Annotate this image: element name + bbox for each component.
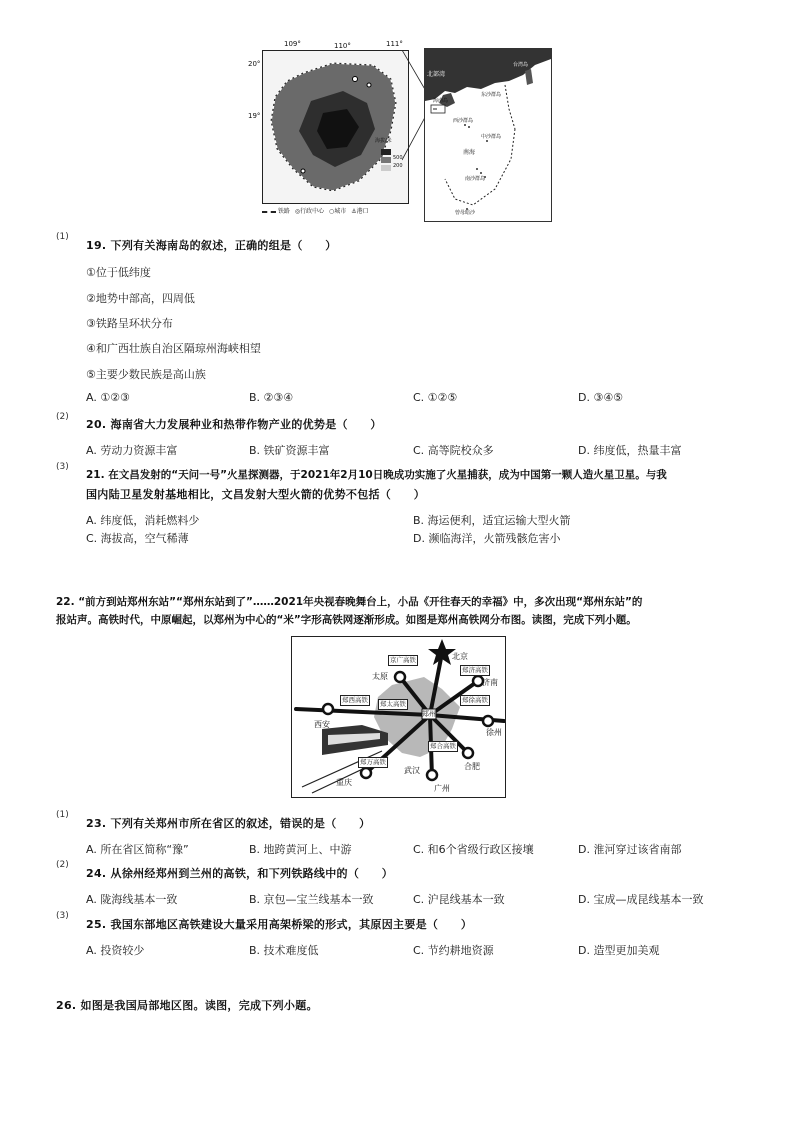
legend-city: 城市 bbox=[334, 208, 347, 215]
tag-zhengwan: 郑万高铁 bbox=[360, 758, 386, 766]
lon-label-109: 109° bbox=[284, 40, 301, 48]
lon-label-111: 111° bbox=[386, 40, 403, 48]
railway-icon bbox=[262, 211, 276, 213]
legend-title: 海拔/米 bbox=[375, 138, 392, 144]
hainan-legend-row bbox=[262, 206, 412, 215]
q25-option-d[interactable]: D. 造型更加美观 bbox=[578, 944, 660, 957]
admin-center-icon: ◎ bbox=[294, 208, 301, 215]
q20-option-d[interactable]: D. 纬度低，热量丰富 bbox=[578, 444, 682, 457]
city-icon: ○ bbox=[329, 208, 335, 215]
q23-option-a[interactable]: A. 所在省区简称“豫” bbox=[86, 843, 189, 856]
legend-port: 港口 bbox=[356, 208, 369, 215]
q24-option-b[interactable]: B. 京包—宝兰线基本一致 bbox=[249, 893, 374, 906]
city-jinan: 济南 bbox=[482, 678, 498, 687]
q21-text-line2: 国内陆卫星发射基地相比，文昌发射大型火箭的优势不包括（ ） bbox=[86, 488, 425, 501]
inset-label-zhongsha: 中沙群岛 bbox=[481, 134, 502, 140]
q19-statement-3: ③铁路呈环状分布 bbox=[86, 317, 173, 330]
inset-label-zengmu: 曾母暗沙 bbox=[455, 210, 476, 216]
q20-option-a[interactable]: A. 劳动力资源丰富 bbox=[86, 444, 178, 457]
city-xuzhou: 徐州 bbox=[486, 728, 502, 737]
q23-subnum: (1) bbox=[56, 810, 69, 820]
inset-label-beibu-gulf: 北部湾 bbox=[427, 71, 446, 78]
q24-option-c[interactable]: C. 沪昆线基本一致 bbox=[413, 893, 505, 906]
q20-subnum: (2) bbox=[56, 412, 69, 422]
zhengzhou-hsr-map bbox=[291, 636, 506, 798]
legend-value-500: 500 bbox=[393, 155, 403, 161]
q19-statement-2: ②地势中部高，四周低 bbox=[86, 292, 195, 305]
lat-label-19: 19° bbox=[248, 112, 261, 120]
q21-text-line1: 21. 在文昌发射的“天问一号”火星探测器，于2021年2月10日晚成功实施了火星捕获，成为中国第一颗人造火星卫星。与我 bbox=[86, 469, 667, 481]
q24-subnum: (2) bbox=[56, 860, 69, 870]
q19-option-c[interactable]: C. ①②⑤ bbox=[413, 391, 458, 404]
legend-value-200: 200 bbox=[393, 163, 403, 169]
q25-option-c[interactable]: C. 节约耕地资源 bbox=[413, 944, 494, 957]
city-guangzhou: 广州 bbox=[434, 784, 450, 793]
city-hefei: 合肥 bbox=[464, 762, 480, 771]
port-icon: ⚓ bbox=[351, 208, 357, 215]
q23-option-b[interactable]: B. 地跨黄河上、中游 bbox=[249, 843, 352, 856]
inset-label-xisha: 西沙群岛 bbox=[453, 118, 474, 124]
tag-zhengtai: 郑太高铁 bbox=[380, 700, 406, 708]
q22-intro-line1: 22. “前方到站郑州东站”“郑州东站到了”……2021年央视春晚舞台上，小品《开往春天的幸福》中，多次出现“郑州东站”的 bbox=[56, 596, 643, 608]
q24-option-a[interactable]: A. 陇海线基本一致 bbox=[86, 893, 178, 906]
legend-railway: 铁路 bbox=[277, 208, 290, 215]
q23-text: 23. 下列有关郑州市所在省区的叙述，错误的是（ ） bbox=[86, 817, 371, 830]
q21-option-c[interactable]: C. 海拔高，空气稀薄 bbox=[86, 532, 189, 545]
tag-jingguang: 京广高铁 bbox=[390, 656, 416, 664]
q19-text: 19. 下列有关海南岛的叙述，正确的组是（ ） bbox=[86, 239, 337, 252]
hainan-island-panel bbox=[262, 50, 409, 204]
tag-zhenghe: 郑合高铁 bbox=[430, 742, 456, 750]
lon-label-110: 110° bbox=[334, 42, 351, 50]
q26-intro: 26. 如图是我国局部地区图。读图，完成下列小题。 bbox=[56, 999, 318, 1012]
lat-label-20: 20° bbox=[248, 60, 261, 68]
tag-zhengxu: 郑徐高铁 bbox=[462, 696, 488, 704]
q25-text: 25. 我国东部地区高铁建设大量采用高架桥梁的形式，其原因主要是（ ） bbox=[86, 918, 473, 931]
inset-label-nansha: 南沙群岛 bbox=[465, 176, 486, 182]
q19-statement-1: ①位于低纬度 bbox=[86, 266, 151, 279]
q22-intro-line2: 报站声。高铁时代，中原崛起，以郑州为中心的“米”字形高铁网逐渐形成。如图是郑州高铁网分布图。读图，完成下列小题。 bbox=[56, 614, 637, 626]
q19-subnum: (1) bbox=[56, 232, 69, 242]
city-beijing: 北京 bbox=[452, 652, 468, 661]
q21-subnum: (3) bbox=[56, 462, 69, 472]
legend-admin: 行政中心 bbox=[300, 208, 325, 215]
q19-option-a[interactable]: A. ①②③ bbox=[86, 391, 130, 404]
q21-option-a[interactable]: A. 纬度低，消耗燃料少 bbox=[86, 514, 200, 527]
q24-text: 24. 从徐州经郑州到兰州的高铁，和下列铁路线中的（ ） bbox=[86, 867, 394, 880]
q25-option-b[interactable]: B. 技术难度低 bbox=[249, 944, 319, 957]
hainan-map-figure bbox=[248, 40, 552, 222]
q21-option-d[interactable]: D. 濒临海洋，火箭残骸危害小 bbox=[413, 532, 561, 545]
q24-option-d[interactable]: D. 宝成—成昆线基本一致 bbox=[578, 893, 704, 906]
south-china-sea-inset bbox=[424, 48, 552, 222]
q23-option-c[interactable]: C. 和6个省级行政区接壤 bbox=[413, 843, 534, 856]
q20-option-c[interactable]: C. 高等院校众多 bbox=[413, 444, 494, 457]
q21-option-b[interactable]: B. 海运便利，适宜运输大型火箭 bbox=[413, 514, 571, 527]
tag-zhengxi: 郑西高铁 bbox=[342, 696, 368, 704]
city-xian: 西安 bbox=[314, 720, 330, 729]
q23-option-d[interactable]: D. 淮河穿过该省南部 bbox=[578, 843, 682, 856]
inset-label-hainan: 海南岛 bbox=[433, 98, 449, 104]
inset-label-south-sea: 南海 bbox=[463, 149, 476, 156]
hainan-island-shape bbox=[263, 51, 408, 203]
q20-text: 20. 海南省大力发展种业和热带作物产业的优势是（ ） bbox=[86, 418, 382, 431]
q19-option-b[interactable]: B. ②③④ bbox=[249, 391, 294, 404]
q20-option-b[interactable]: B. 铁矿资源丰富 bbox=[249, 444, 330, 457]
city-taiyuan: 太原 bbox=[372, 672, 388, 681]
q19-option-d[interactable]: D. ③④⑤ bbox=[578, 391, 624, 404]
city-chongqing: 重庆 bbox=[336, 778, 352, 787]
tag-zhengji: 郑济高铁 bbox=[462, 666, 488, 674]
inset-label-dongsha: 东沙群岛 bbox=[481, 92, 502, 98]
city-zhengzhou: 郑州 bbox=[422, 710, 436, 718]
inset-label-taiwan: 台湾岛 bbox=[513, 62, 529, 68]
q19-statement-4: ④和广西壮族自治区隔琼州海峡相望 bbox=[86, 342, 261, 355]
q19-statement-5: ⑤主要少数民族是高山族 bbox=[86, 368, 206, 381]
q25-option-a[interactable]: A. 投资较少 bbox=[86, 944, 145, 957]
q25-subnum: (3) bbox=[56, 911, 69, 921]
city-wuhan: 武汉 bbox=[404, 766, 420, 775]
